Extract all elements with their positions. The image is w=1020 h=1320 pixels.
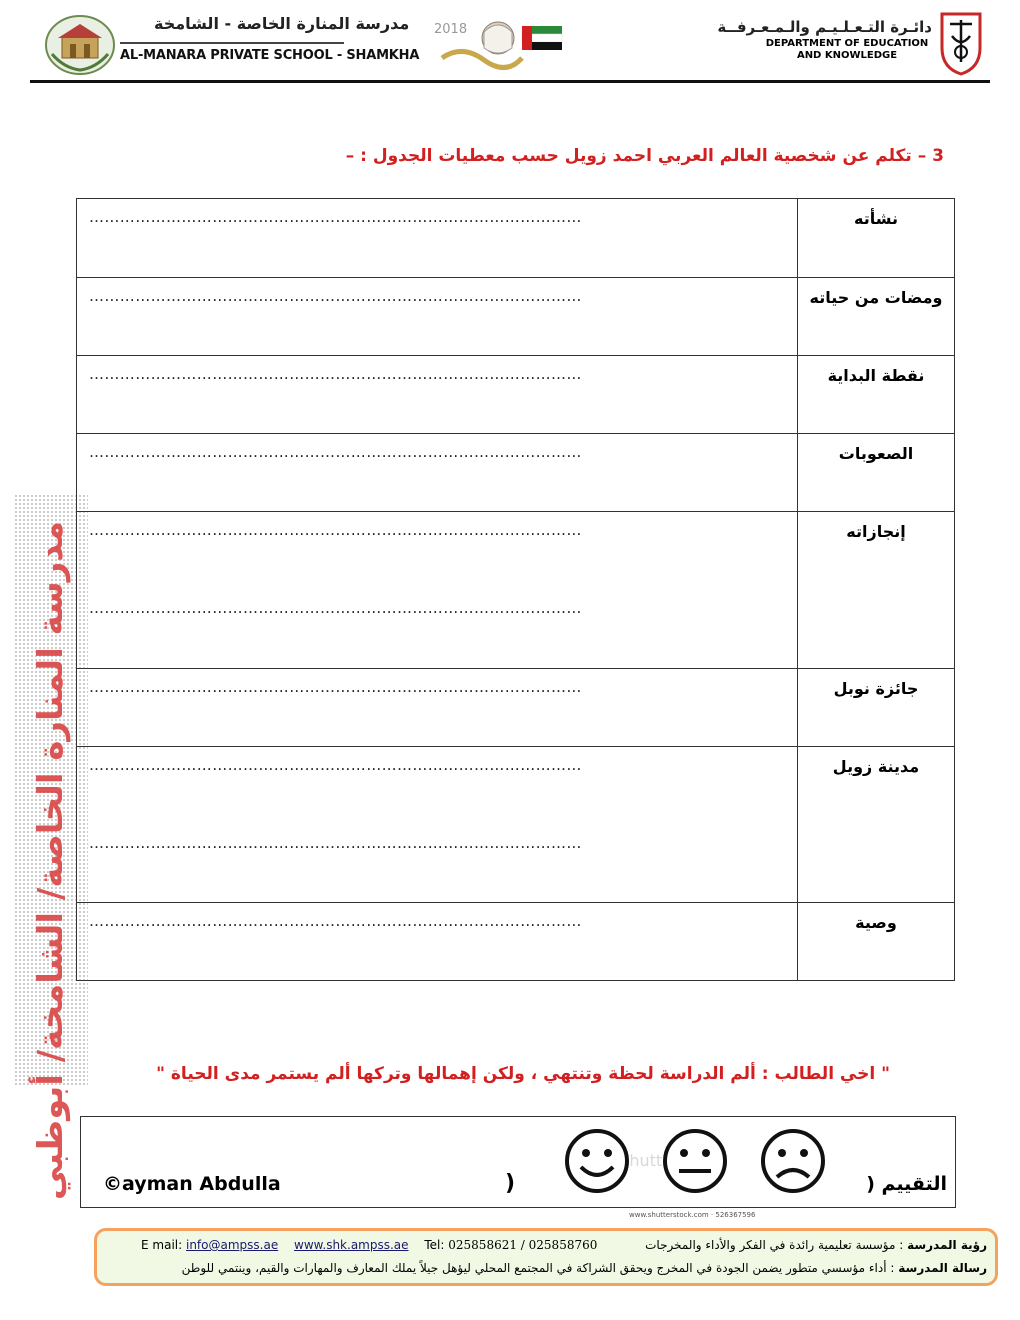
question-prompt: 3 – تكلم عن شخصية العالم العربي احمد زويل حسب معطيات الجدول : –	[345, 146, 944, 166]
tel-number: 025858621 / 025858760	[448, 1238, 598, 1252]
department-name-english	[762, 38, 932, 62]
contact-info	[141, 1238, 597, 1252]
mission-label: رسالة المدرسة	[898, 1261, 987, 1275]
stock-url: www.shutterstock.com · 526367596	[629, 1211, 756, 1219]
school-name-english: AL-MANARA PRIVATE SCHOOL - SHAMKHA	[120, 48, 420, 63]
answer-cell[interactable]	[77, 747, 798, 903]
happy-face-icon[interactable]	[567, 1131, 627, 1191]
answer-cell[interactable]	[77, 278, 798, 356]
row-label: مدينة زويل	[798, 747, 955, 903]
vision-text: : مؤسسة تعليمية رائدة في الفكر والأداء والمخرجات	[645, 1238, 904, 1252]
answer-line[interactable]: ……………………………………………………………………………………	[89, 834, 582, 852]
answer-cell[interactable]	[77, 434, 798, 512]
row-label: وصية	[798, 903, 955, 981]
evaluation-label: التقييم (	[866, 1173, 947, 1195]
smiley-rating-faces	[561, 1127, 841, 1195]
vision-label: رؤية المدرسة	[907, 1238, 987, 1252]
email-link[interactable]: info@ampss.ae	[185, 1238, 279, 1252]
school-name-divider	[120, 42, 344, 44]
table-row	[77, 903, 955, 981]
department-name-english-line2: AND KNOWLEDGE	[796, 50, 898, 61]
mission-text: : أداء مؤسسي متطور يضمن الجودة في المخرج ويحقق الشراكة في المجتمع المحلي ليؤهل جيلاً يملك المعارف والمهارات والقيم، وينتمي للوطن	[181, 1261, 895, 1275]
answer-line[interactable]: ……………………………………………………………………………………	[89, 599, 582, 617]
answer-cell[interactable]	[77, 512, 798, 669]
row-label: ومضات من حياته	[798, 278, 955, 356]
table-row	[77, 356, 955, 434]
neutral-face-icon[interactable]	[665, 1131, 725, 1191]
table-row	[77, 747, 955, 903]
copyright-text: ©ayman Abdulla	[103, 1173, 281, 1195]
row-label: نشأته	[798, 199, 955, 278]
worksheet-table	[76, 198, 955, 981]
sad-face-icon[interactable]	[763, 1131, 823, 1191]
website-link[interactable]: www.shk.ampss.ae	[294, 1238, 409, 1252]
row-label: الصعوبات	[798, 434, 955, 512]
school-crest-icon	[44, 14, 116, 76]
page-header	[36, 8, 984, 80]
answer-line[interactable]: ……………………………………………………………………………………	[89, 678, 582, 696]
answer-cell[interactable]	[77, 669, 798, 747]
zayed-year: 2018	[434, 22, 468, 37]
department-name-arabic: دائـرة التـعـلـيـم والـمـعـرفــة	[717, 18, 932, 36]
school-vision	[645, 1238, 987, 1252]
table-row	[77, 434, 955, 512]
answer-cell[interactable]	[77, 903, 798, 981]
answer-line[interactable]: ……………………………………………………………………………………	[89, 365, 582, 383]
email-label: E mail:	[141, 1238, 183, 1252]
row-label: نقطة البداية	[798, 356, 955, 434]
header-divider	[30, 80, 990, 83]
answer-cell[interactable]	[77, 356, 798, 434]
answer-line[interactable]: ……………………………………………………………………………………	[89, 287, 582, 305]
answer-line[interactable]: ……………………………………………………………………………………	[89, 756, 582, 774]
answer-line[interactable]: ……………………………………………………………………………………	[89, 912, 582, 930]
answer-line[interactable]: ……………………………………………………………………………………	[89, 443, 582, 461]
row-label: جائزة نوبل	[798, 669, 955, 747]
school-mission	[182, 1261, 987, 1275]
school-footer	[94, 1228, 998, 1286]
evaluation-close-paren: )	[505, 1171, 516, 1196]
abu-dhabi-emblem-icon	[938, 8, 984, 76]
student-quote: " اخي الطالب : ألم الدراسة لحظة وتنتهي ، ولكن إهمالها وتركها ألم يستمر مدى الحياة "	[156, 1064, 890, 1084]
table-row	[77, 669, 955, 747]
watermark-text: مدرسة المنارة الخاصة/ الشامخة/ أبوظبي	[31, 521, 71, 1201]
school-name-arabic: مدرسة المنارة الخاصة - الشامخة	[154, 14, 410, 33]
answer-cell[interactable]	[77, 199, 798, 278]
tel-label: Tel:	[424, 1238, 445, 1252]
table-row	[77, 199, 955, 278]
row-label: إنجازاته	[798, 512, 955, 669]
table-row	[77, 512, 955, 669]
department-name-english-line1: DEPARTMENT OF EDUCATION	[765, 38, 929, 49]
table-row	[77, 278, 955, 356]
answer-line[interactable]: ……………………………………………………………………………………	[89, 208, 582, 226]
evaluation-box	[80, 1116, 956, 1219]
answer-line[interactable]: ……………………………………………………………………………………	[89, 521, 582, 539]
